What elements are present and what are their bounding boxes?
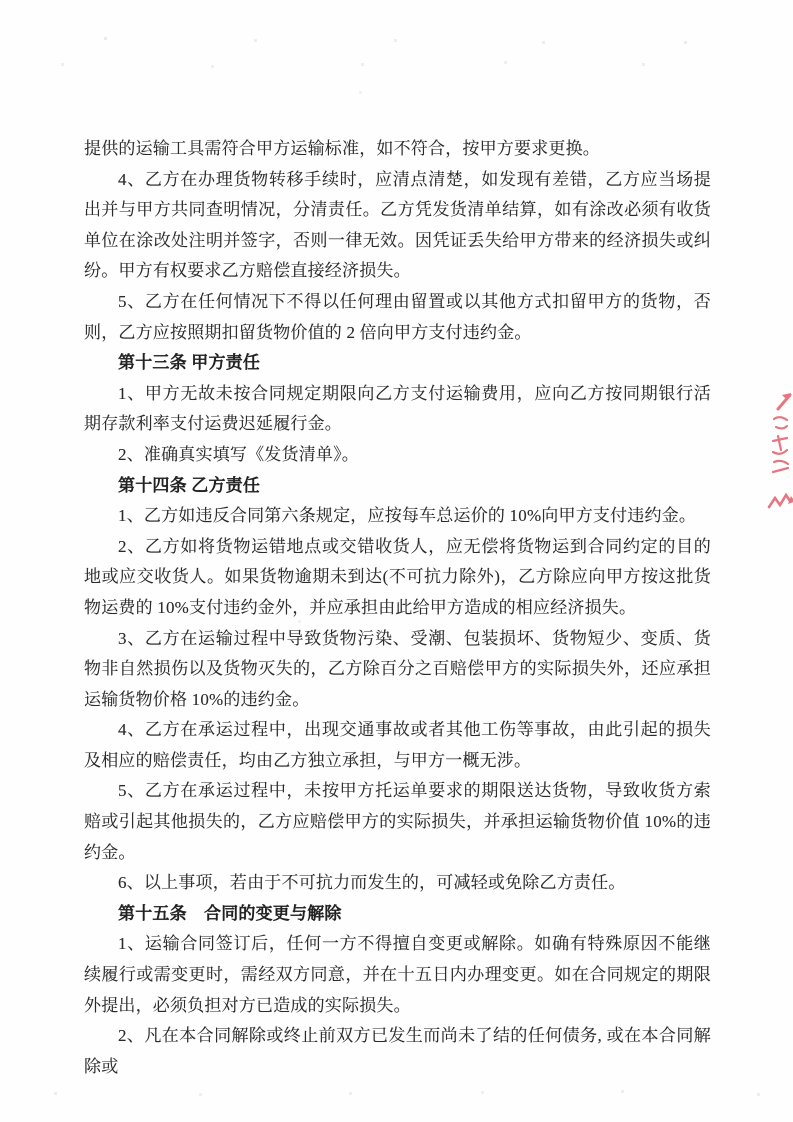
contract-paragraph: 提供的运输工具需符合甲方运输标准，如不符合，按甲方要求更换。 — [84, 139, 600, 158]
contract-paragraph: 2、准确真实填写《发货清单》。 — [118, 444, 359, 464]
clause-heading: 第十三条 甲方责任 — [118, 353, 261, 373]
contract-paragraph: 1、运输合同签订后，任何一方不得擅自变更或解除。如确有特殊原因不能继续履行或需变更时，需经双方同意，并在十五日内办理变更。如在合同规定的期限外提出，必须负担对方已造成的实际损失。 — [84, 934, 711, 1015]
scan-noise — [0, 0, 1, 1]
contract-paragraph: 5、乙方在任何情况下不得以任何理由留置或以其他方式扣留甲方的货物，否则，乙方应按照期扣留货物价值的 2 倍向甲方支付违约金。 — [84, 291, 711, 342]
contract-paragraph: 1、乙方如违反合同第六条规定，应按每车总运价的 10%向甲方支付违约金。 — [118, 506, 697, 526]
contract-paragraph: 1、甲方无故未按合同规定期限向乙方支付运输费用，应向乙方按同期银行活期存款利率支付运费迟延履行金。 — [84, 383, 711, 434]
contract-body — [84, 134, 711, 1082]
contract-paragraph: 2、凡在本合同解除或终止前双方已发生而尚未了结的任何债务, 或在本合同解除或 — [84, 1026, 711, 1076]
clause-heading: 第十四条 乙方责任 — [118, 475, 261, 495]
contract-paragraph: 4、乙方在承运过程中，出现交通事故或者其他工伤等事故，由此引起的损失及相应的赔偿责任，均由乙方独立承担，与甲方一概无涉。 — [84, 720, 711, 770]
contract-paragraph: 6、以上事项，若由于不可抗力而发生的，可减轻或免除乙方责任。 — [118, 873, 626, 893]
red-ink-annotation — [765, 391, 793, 516]
contract-paragraph: 4、乙方在办理货物转移手续时，应清点清楚，如发现有差错，乙方应当场提出并与甲方共同查明情况，分清责任。乙方凭发货清单结算，如有涂改必须有收货单位在涂改处注明并签字，否则一律无效。因凭证丢失给甲方带来的经济损失或纠纷。甲方有权要求乙方赔偿直接经济损失。 — [84, 169, 711, 281]
clause-heading: 第十五条 合同的变更与解除 — [118, 903, 342, 923]
contract-paragraph: 3、乙方在运输过程中导致货物污染、受潮、包装损坏、货物短少、变质、货物非自然损伤以及货物灭失的，乙方除百分之百赔偿甲方的实际损失外，还应承担运输货物价格 10%的违约金。 — [84, 628, 711, 709]
contract-paragraph: 5、乙方在承运过程中，未按甲方托运单要求的期限送达货物，导致收货方索赔或引起其他损失的，乙方应赔偿甲方的实际损失，并承担运输货物价值 10%的违约金。 — [84, 781, 711, 862]
contract-paragraph: 2、乙方如将货物运错地点或交错收货人，应无偿将货物运到合同约定的目的地或应交收货人。如果货物逾期未到达(不可抗力除外)，乙方除应向甲方按这批货物运费的 10%支付违约金外，并应承担由此给甲方造成的相应经济损失。 — [84, 536, 711, 617]
